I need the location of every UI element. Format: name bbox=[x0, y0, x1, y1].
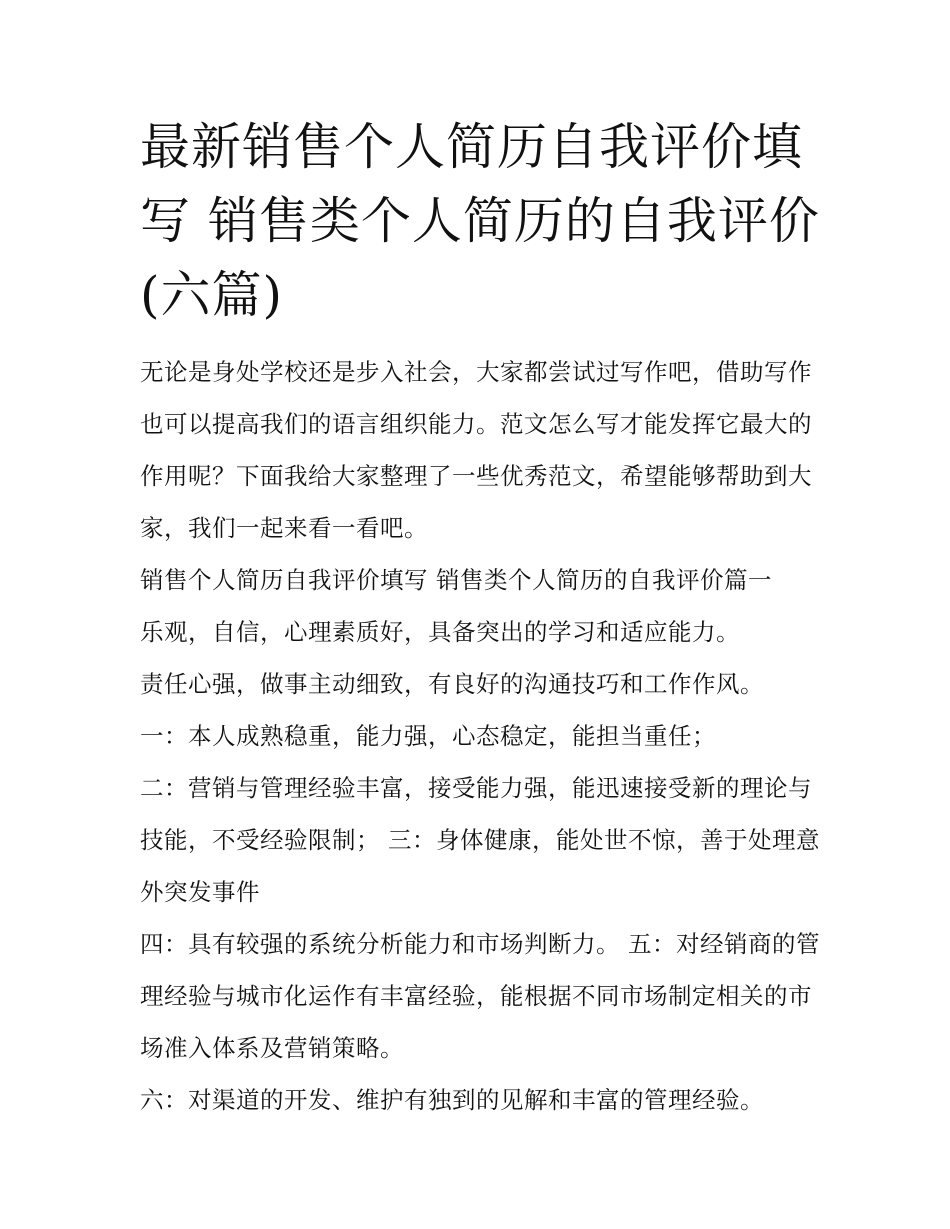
paragraph: 乐观，自信，心理素质好，具备突出的学习和适应能力。 bbox=[140, 618, 740, 646]
paragraph: 责任心强，做事主动细致，有良好的沟通技巧和工作作风。 bbox=[140, 670, 764, 698]
document-title: 最新销售个人简历自我评价填写 销售类个人简历的自我评价(六篇) bbox=[140, 118, 820, 324]
document-body bbox=[140, 346, 820, 1126]
paragraph: 六：对渠道的开发、维护有独到的见解和丰富的管理经验。 bbox=[140, 1086, 764, 1114]
section-heading: 销售个人简历自我评价填写 销售类个人简历的自我评价篇一 bbox=[140, 566, 772, 594]
paragraph: 四：具有较强的系统分析能力和市场判断力。 五：对经销商的管理经验与城市化运作有丰富经验，能根据不同市场制定相关的市场准入体系及营销策略。 bbox=[140, 930, 820, 1062]
paragraph: 二：营销与管理经验丰富，接受能力强，能迅速接受新的理论与技能，不受经验限制； 三：身体健康，能处世不惊，善于处理意外突发事件 bbox=[140, 774, 820, 906]
paragraph: 一：本人成熟稳重，能力强，心态稳定，能担当重任； bbox=[140, 722, 716, 750]
document-page bbox=[140, 110, 820, 1126]
intro-paragraph: 无论是身处学校还是步入社会，大家都尝试过写作吧，借助写作也可以提高我们的语言组织能力。范文怎么写才能发挥它最大的作用呢？下面我给大家整理了一些优秀范文，希望能够帮助到大家，我们一起来看一看吧。 bbox=[140, 358, 812, 542]
